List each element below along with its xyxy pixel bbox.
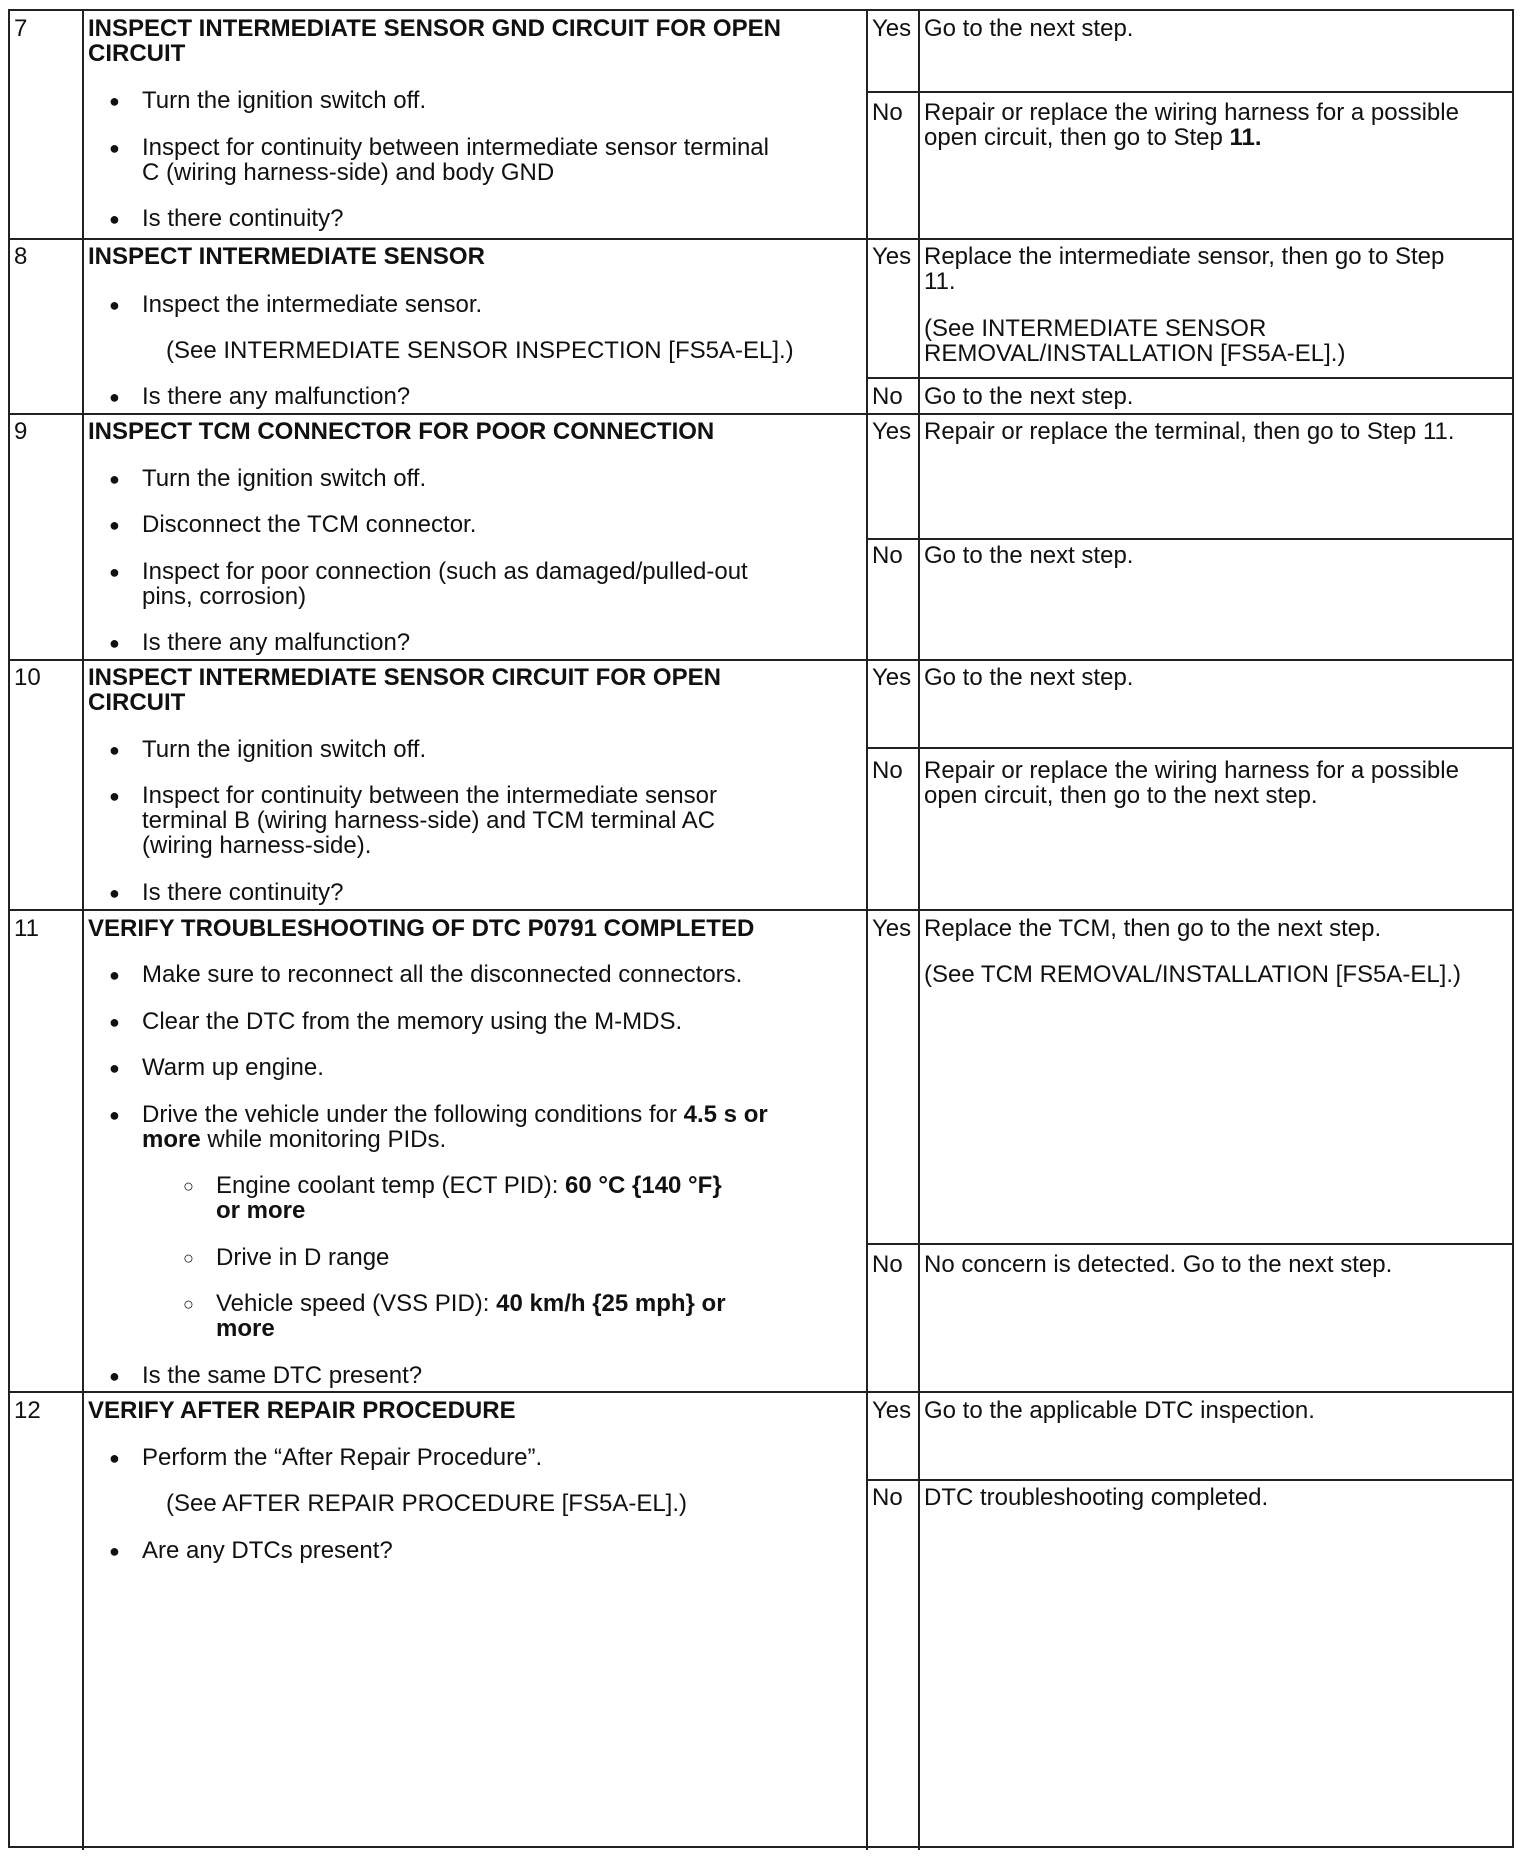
sub-list-item-cont: more — [216, 1315, 275, 1342]
list-item: ● Turn the ignition switch off. — [142, 86, 426, 116]
yes-action-note-cont: REMOVAL/INSTALLATION [FS5A-EL].) — [924, 340, 1346, 367]
no-label: No — [872, 542, 903, 569]
yes-label: Yes — [872, 664, 912, 691]
table-row-step-7 — [10, 11, 1512, 238]
no-action: No concern is detected. Go to the next step. — [924, 1251, 1393, 1278]
no-action-cont: open circuit, then go to Step 11. — [924, 124, 1262, 151]
list-item: ● Warm up engine. — [142, 1053, 324, 1083]
yes-label: Yes — [872, 243, 912, 270]
no-action: Repair or replace the wiring harness for a possible — [924, 757, 1459, 784]
no-label: No — [872, 757, 903, 784]
yes-action: Replace the intermediate sensor, then go to Step — [924, 243, 1445, 270]
list-item-cont: more while monitoring PIDs. — [142, 1126, 447, 1153]
yes-label: Yes — [872, 915, 912, 942]
list-item-cont: (wiring harness-side). — [142, 832, 372, 859]
list-item: ● Turn the ignition switch off. — [142, 464, 426, 494]
table-row-step-12 — [10, 1391, 1512, 1850]
yes-action-note: (See INTERMEDIATE SENSOR — [924, 315, 1267, 342]
step-title: INSPECT TCM CONNECTOR FOR POOR CONNECTION — [88, 418, 715, 445]
list-item: ● Are any DTCs present? — [142, 1536, 393, 1566]
step-number: 10 — [14, 664, 41, 691]
yes-action: Repair or replace the terminal, then go to Step 11. — [924, 418, 1455, 445]
yes-action: Go to the next step. — [924, 664, 1134, 691]
list-item: ● Is there any malfunction? — [142, 382, 410, 412]
table-row-step-10 — [10, 659, 1512, 909]
list-item-note: (See AFTER REPAIR PROCEDURE [FS5A-EL].) — [166, 1490, 688, 1517]
list-item: ● Make sure to reconnect all the disconnected connectors. — [142, 960, 742, 990]
list-item: ● Inspect for poor connection (such as damaged/pulled-out — [142, 557, 748, 587]
no-label: No — [872, 99, 903, 126]
step-title-cont: CIRCUIT — [88, 40, 186, 67]
list-item: ● Is there any malfunction? — [142, 628, 410, 658]
sub-list-item: ○ Drive in D range — [216, 1243, 389, 1273]
list-item: ● Inspect for continuity between intermediate sensor terminal — [142, 133, 769, 163]
no-action: DTC troubleshooting completed. — [924, 1484, 1269, 1511]
sub-list-item: ○ Vehicle speed (VSS PID): 40 km/h {25 mph} or — [216, 1289, 726, 1319]
step-title: INSPECT INTERMEDIATE SENSOR CIRCUIT FOR OPEN — [88, 664, 721, 691]
yes-label: Yes — [872, 15, 912, 42]
list-item: ● Drive the vehicle under the following conditions for 4.5 s or — [142, 1100, 768, 1130]
step-title-cont: CIRCUIT — [88, 689, 186, 716]
step-number: 12 — [14, 1397, 41, 1424]
list-item-cont: terminal B (wiring harness-side) and TCM terminal AC — [142, 807, 716, 834]
procedure-table — [8, 9, 1514, 1848]
list-item: ● Is the same DTC present? — [142, 1361, 422, 1391]
table-row-step-8 — [10, 238, 1512, 413]
list-item-note: (See INTERMEDIATE SENSOR INSPECTION [FS5A-EL].) — [166, 337, 794, 364]
no-label: No — [872, 1251, 903, 1278]
no-action: Go to the next step. — [924, 542, 1134, 569]
list-item: ● Inspect for continuity between the intermediate sensor — [142, 781, 717, 811]
no-action: Repair or replace the wiring harness for a possible — [924, 99, 1459, 126]
table-row-step-11 — [10, 909, 1512, 1391]
yes-label: Yes — [872, 418, 912, 445]
step-title: VERIFY TROUBLESHOOTING OF DTC P0791 COMPLETED — [88, 915, 755, 942]
sub-list-item-cont: or more — [216, 1197, 306, 1224]
list-item: ● Clear the DTC from the memory using the M-MDS. — [142, 1007, 682, 1037]
yes-action: Replace the TCM, then go to the next step. — [924, 915, 1382, 942]
yes-action-cont: 11. — [924, 268, 956, 295]
yes-label: Yes — [872, 1397, 912, 1424]
no-label: No — [872, 383, 903, 410]
step-number: 11 — [14, 915, 39, 942]
yes-action: Go to the applicable DTC inspection. — [924, 1397, 1315, 1424]
step-number: 7 — [14, 15, 28, 42]
list-item: ● Turn the ignition switch off. — [142, 735, 426, 765]
no-label: No — [872, 1484, 903, 1511]
step-title: INSPECT INTERMEDIATE SENSOR — [88, 243, 485, 270]
yes-action-note: (See TCM REMOVAL/INSTALLATION [FS5A-EL].) — [924, 961, 1462, 988]
list-item: ● Disconnect the TCM connector. — [142, 510, 476, 540]
list-item: ● Inspect the intermediate sensor. — [142, 290, 482, 320]
no-action-cont: open circuit, then go to the next step. — [924, 782, 1318, 809]
yes-action: Go to the next step. — [924, 15, 1134, 42]
step-number: 9 — [14, 418, 28, 445]
sub-list-item: ○ Engine coolant temp (ECT PID): 60 °C {140 °F} — [216, 1171, 722, 1201]
step-title: INSPECT INTERMEDIATE SENSOR GND CIRCUIT FOR OPEN — [88, 15, 781, 42]
list-item-cont: C (wiring harness-side) and body GND — [142, 159, 555, 186]
list-item: ● Perform the “After Repair Procedure”. — [142, 1443, 542, 1473]
no-action: Go to the next step. — [924, 383, 1134, 410]
list-item-cont: pins, corrosion) — [142, 583, 307, 610]
list-item: ● Is there continuity? — [142, 204, 343, 234]
table-row-step-9 — [10, 413, 1512, 659]
list-item: ● Is there continuity? — [142, 878, 343, 908]
step-number: 8 — [14, 243, 28, 270]
step-title: VERIFY AFTER REPAIR PROCEDURE — [88, 1397, 516, 1424]
